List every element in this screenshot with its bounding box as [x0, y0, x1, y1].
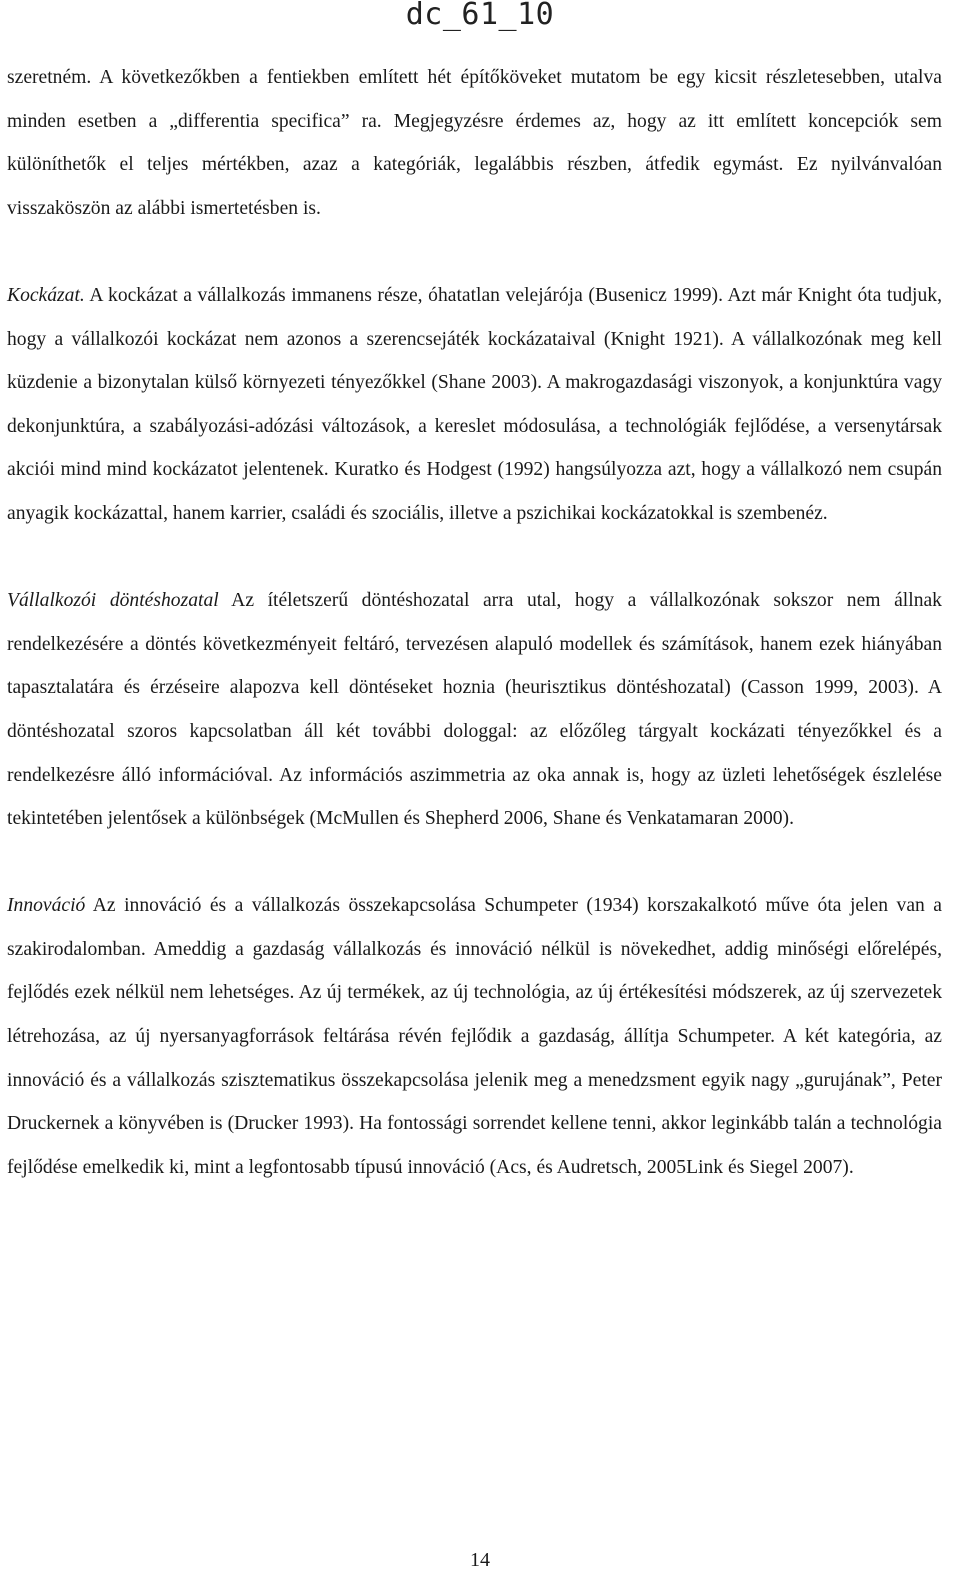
- page-number: 14: [470, 1549, 490, 1571]
- paragraph-spacer: [7, 536, 942, 580]
- section-term: Vállalkozói döntéshozatal: [7, 590, 219, 612]
- section-term: Kockázat.: [7, 284, 85, 306]
- paragraph-text: szeretném. A következőkben a fentiekben említett hét építőköveket mutatom be egy kicsit részletesebben, utalva minden esetben a „differentia specifica” ra. Megjegyzésre érdemes az, hogy az itt említett koncepciók sem különíthetők el teljes mértékben, azaz a kategóriák, legalábbis részben, átfedik egymást. Ez nyilvánvalóan visszaköszön az alábbi ismertetésben is.: [7, 67, 942, 219]
- paragraph-spacer: [7, 230, 942, 274]
- paragraph-kockazat: [7, 274, 942, 536]
- paragraph-innovacio: [7, 884, 942, 1189]
- paragraph-spacer: [7, 841, 942, 885]
- body-text: [7, 56, 942, 1189]
- paragraph-text: Az innováció és a vállalkozás összekapcsolása Schumpeter (1934) korszakalkotó műve óta jelen van a szakirodalomban. Ameddig a gazdaság vállalkozás és innováció nélkül is növekedhet, addig minőségi előrelépés, fejlődés ezek nélkül nem lehetséges. Az új termékek, az új technológia, az új értékesítési módszerek, az új szervezetek létrehozása, az új nyersanyagforrások feltárása révén fejlődik a gazdaság, állítja Schumpeter. A két kategória, az innováció és a vállalkozás szisztematikus összekapcsolása jelenik meg a menedzsment egyik nagy „gurujának”, Peter Druckernek a könyvében is (Drucker 1993). Ha fontossági sorrendet kellene tenni, akkor leginkább talán a technológia fejlődése emelkedik ki, mint a legfontosabb típusú innováció (Acs, és Audretsch, 2005Link és Siegel 2007).: [7, 895, 942, 1178]
- paragraph-intro: [7, 56, 942, 230]
- paragraph-donteshozatal: [7, 579, 942, 841]
- document-id-header: dc_61_10: [405, 0, 555, 32]
- paragraph-text: A kockázat a vállalkozás immanens része, óhatatlan velejárója (Busenicz 1999). Azt már Knight óta tudjuk, hogy a vállalkozói kockázat nem azonos a szerencsejáték kockázataival (Knight 1921). A vállalkozónak meg kell küzdenie a bizonytalan külső környezeti tényezőkkel (Shane 2003). A makrogazdasági viszonyok, a konjunktúra vagy dekonjunktúra, a szabályozási-adózási változások, a kereslet módosulása, a technológiák fejlődése, a versenytársak akciói mind mind kockázatot jelentenek. Kuratko és Hodgest (1992) hangsúlyozza azt, hogy a vállalkozó nem csupán anyagik kockázattal, hanem karrier, családi és szociális, illetve a pszichikai kockázatokkal is szembenéz.: [7, 284, 942, 524]
- paragraph-text: Az ítéletszerű döntéshozatal arra utal, hogy a vállalkozónak sokszor nem állnak rendelkezésére a döntés következményeit feltáró, tervezésen alapuló modellek és számítások, hanem ezek hiányában tapasztalatára és érzéseire alapozva kell döntéseket hoznia (heurisztikus döntéshozatal) (Casson 1999, 2003). A döntéshozatal szoros kapcsolatban áll két további dologgal: az előzőleg tárgyalt kockázati tényezőkkel és a rendelkezésre álló információval. Az információs aszimmetria az oka annak is, hogy az üzleti lehetőségek észlelése tekintetében jelentősek a különbségek (McMullen és Shepherd 2006, Shane és Venkatamaran 2000).: [7, 590, 942, 830]
- section-term: Innováció: [7, 895, 86, 917]
